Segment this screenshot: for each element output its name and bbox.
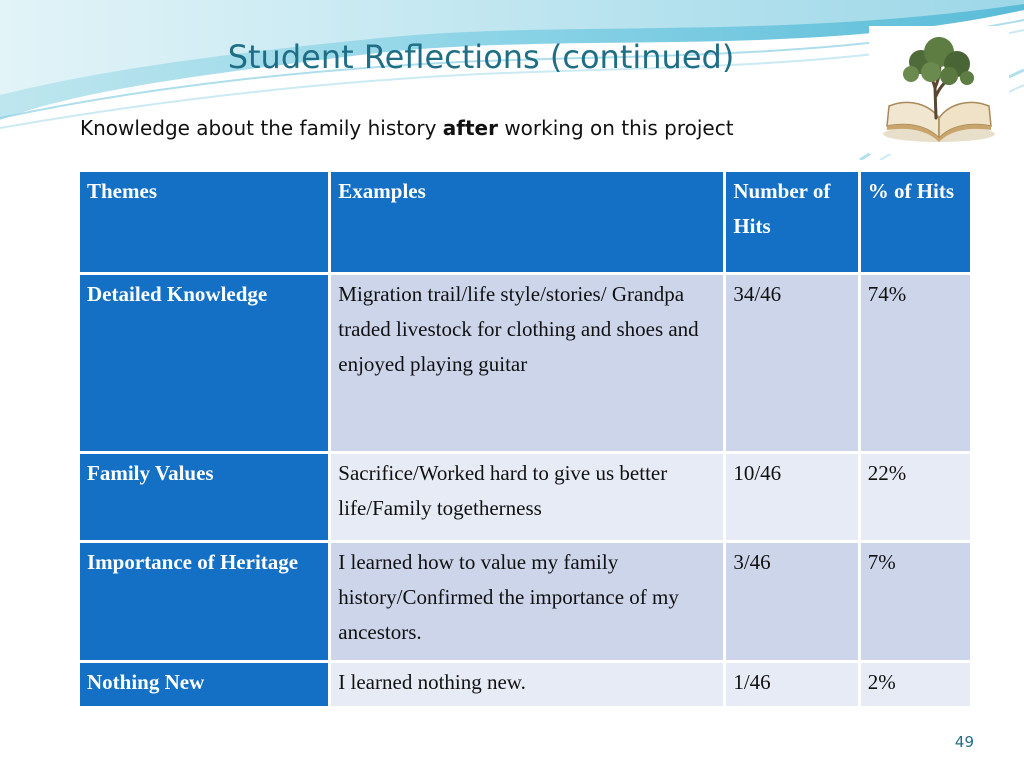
- slide-subtitle: [80, 116, 734, 140]
- example-cell: Migration trail/life style/stories/ Grandpa traded livestock for clothing and shoes and enjoyed playing guitar: [331, 275, 723, 451]
- example-cell: Sacrifice/Worked hard to give us better life/Family togetherness: [331, 454, 723, 540]
- percent-cell: 7%: [861, 543, 970, 660]
- hits-cell: 34/46: [726, 275, 857, 451]
- header-examples: Examples: [331, 172, 723, 272]
- theme-cell: Family Values: [80, 454, 328, 540]
- percent-cell: 74%: [861, 275, 970, 451]
- header-number-of-hits: Number of Hits: [726, 172, 857, 272]
- header-percent-of-hits: % of Hits: [861, 172, 970, 272]
- theme-cell: Importance of Heritage: [80, 543, 328, 660]
- table-row: [80, 543, 970, 660]
- subtitle-text-end: working on this project: [497, 116, 734, 140]
- percent-cell: 2%: [861, 663, 970, 706]
- table-header-row: [80, 172, 970, 272]
- theme-cell: Nothing New: [80, 663, 328, 706]
- header-themes: Themes: [80, 172, 328, 272]
- hits-cell: 3/46: [726, 543, 857, 660]
- example-cell: I learned nothing new.: [331, 663, 723, 706]
- subtitle-text-start: Knowledge about the family history: [80, 116, 443, 140]
- table-row: [80, 663, 970, 706]
- table-row: [80, 275, 970, 451]
- logo: [869, 26, 1009, 154]
- percent-cell: 22%: [861, 454, 970, 540]
- theme-cell: Detailed Knowledge: [80, 275, 328, 451]
- reflections-table: [77, 169, 973, 709]
- hits-cell: 10/46: [726, 454, 857, 540]
- page-number: 49: [954, 733, 974, 751]
- table-row: [80, 454, 970, 540]
- tree-on-open-book-icon: [869, 26, 1009, 154]
- subtitle-emphasis: after: [442, 116, 498, 140]
- hits-cell: 1/46: [726, 663, 857, 706]
- slide-title: Student Reflections (continued): [227, 38, 735, 76]
- example-cell: I learned how to value my family history/Confirmed the importance of my ancestors.: [331, 543, 723, 660]
